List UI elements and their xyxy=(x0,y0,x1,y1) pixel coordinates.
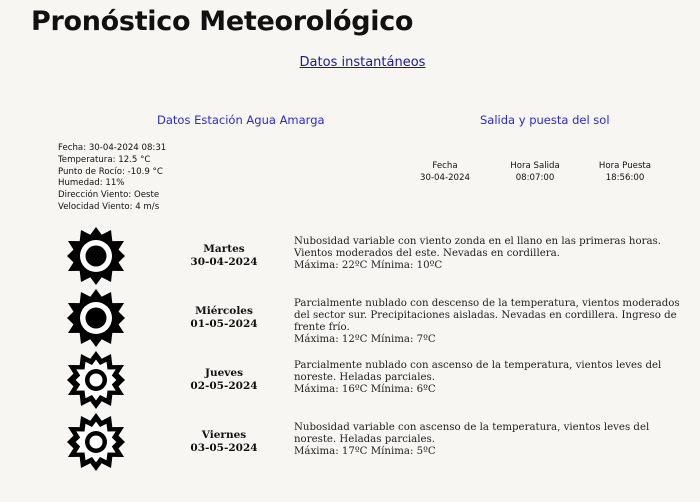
forecast-description xyxy=(294,360,689,396)
forecast-row xyxy=(0,410,700,472)
forecast-text: Parcialmente nublado con descenso de la temperatura, vientos moderados del sector sur. Precipitaciones aisladas. Nevadas en cordillera. Ingreso de frente frío. xyxy=(294,298,680,333)
station-temperature: Temperatura: 12.5 °C xyxy=(58,154,151,165)
page-title: Pronóstico Meteorológico xyxy=(31,6,414,37)
station-date: Fecha: 30-04-2024 08:31 xyxy=(58,143,167,153)
forecast-weekday: Viernes xyxy=(201,429,247,441)
forecast-temps: Máxima: 12ºC Mínima: 7ºC xyxy=(294,334,436,345)
station-wind-speed: Velocidad Viento: 4 m/s xyxy=(58,201,160,212)
sun-outline-icon xyxy=(65,411,127,473)
forecast-temps: Máxima: 17ºC Mínima: 5ºC xyxy=(294,446,436,457)
instant-data-link[interactable]: Datos instantáneos xyxy=(299,55,426,70)
forecast-row xyxy=(0,224,700,286)
station-wind-direction: Dirección Viento: Oeste xyxy=(58,190,160,201)
station-heading: Datos Estación Agua Amarga xyxy=(157,113,325,127)
station-data xyxy=(58,143,166,214)
forecast-description xyxy=(294,298,689,346)
forecast-date: 30-04-2024 xyxy=(190,256,258,268)
sun-filled-icon xyxy=(65,225,127,287)
forecast-description xyxy=(294,422,689,458)
sun-table xyxy=(400,160,670,184)
forecast-day xyxy=(180,243,268,269)
sun-value-date: 30-04-2024 xyxy=(420,173,470,183)
forecast-text: Nubosidad variable con viento zonda en el llano en las primeras horas. Vientos moderados del este. Nevadas en cordillera. xyxy=(294,236,662,259)
sun-value-sunset: 18:56:00 xyxy=(605,173,645,183)
forecast-day xyxy=(180,367,268,393)
station-dew-point: Punto de Rocío: -10.9 °C xyxy=(58,166,163,177)
sun-label-sunrise: Hora Salida xyxy=(510,161,560,171)
forecast-temps: Máxima: 16ºC Mínima: 6ºC xyxy=(294,384,436,395)
sun-heading: Salida y puesta del sol xyxy=(480,113,610,127)
station-humidity: Humedad: 11% xyxy=(58,178,125,189)
forecast-date: 03-05-2024 xyxy=(190,442,258,454)
forecast-row xyxy=(0,348,700,410)
forecast-text: Parcialmente nublado con ascenso de la temperatura, vientos leves del noreste. Heladas parciales. xyxy=(294,360,662,383)
forecast-weekday: Miércoles xyxy=(195,305,253,317)
forecast-day xyxy=(180,305,268,331)
forecast-row xyxy=(0,286,700,348)
forecast-date: 01-05-2024 xyxy=(190,318,258,330)
forecast-day xyxy=(180,429,268,455)
forecast-text: Nubosidad variable con ascenso de la temperatura, vientos leves del noreste. Heladas parciales. xyxy=(294,422,650,445)
forecast-weekday: Martes xyxy=(203,243,245,255)
forecast-list xyxy=(0,224,700,472)
sun-value-sunrise: 08:07:00 xyxy=(515,173,555,183)
sun-label-date: Fecha xyxy=(432,161,458,171)
sun-filled-icon xyxy=(65,287,127,349)
sun-outline-icon xyxy=(65,349,127,411)
sun-label-sunset: Hora Puesta xyxy=(598,161,652,171)
forecast-description xyxy=(294,236,689,272)
forecast-date: 02-05-2024 xyxy=(190,380,258,392)
forecast-temps: Máxima: 22ºC Mínima: 10ºC xyxy=(294,260,443,271)
forecast-weekday: Jueves xyxy=(205,367,243,379)
